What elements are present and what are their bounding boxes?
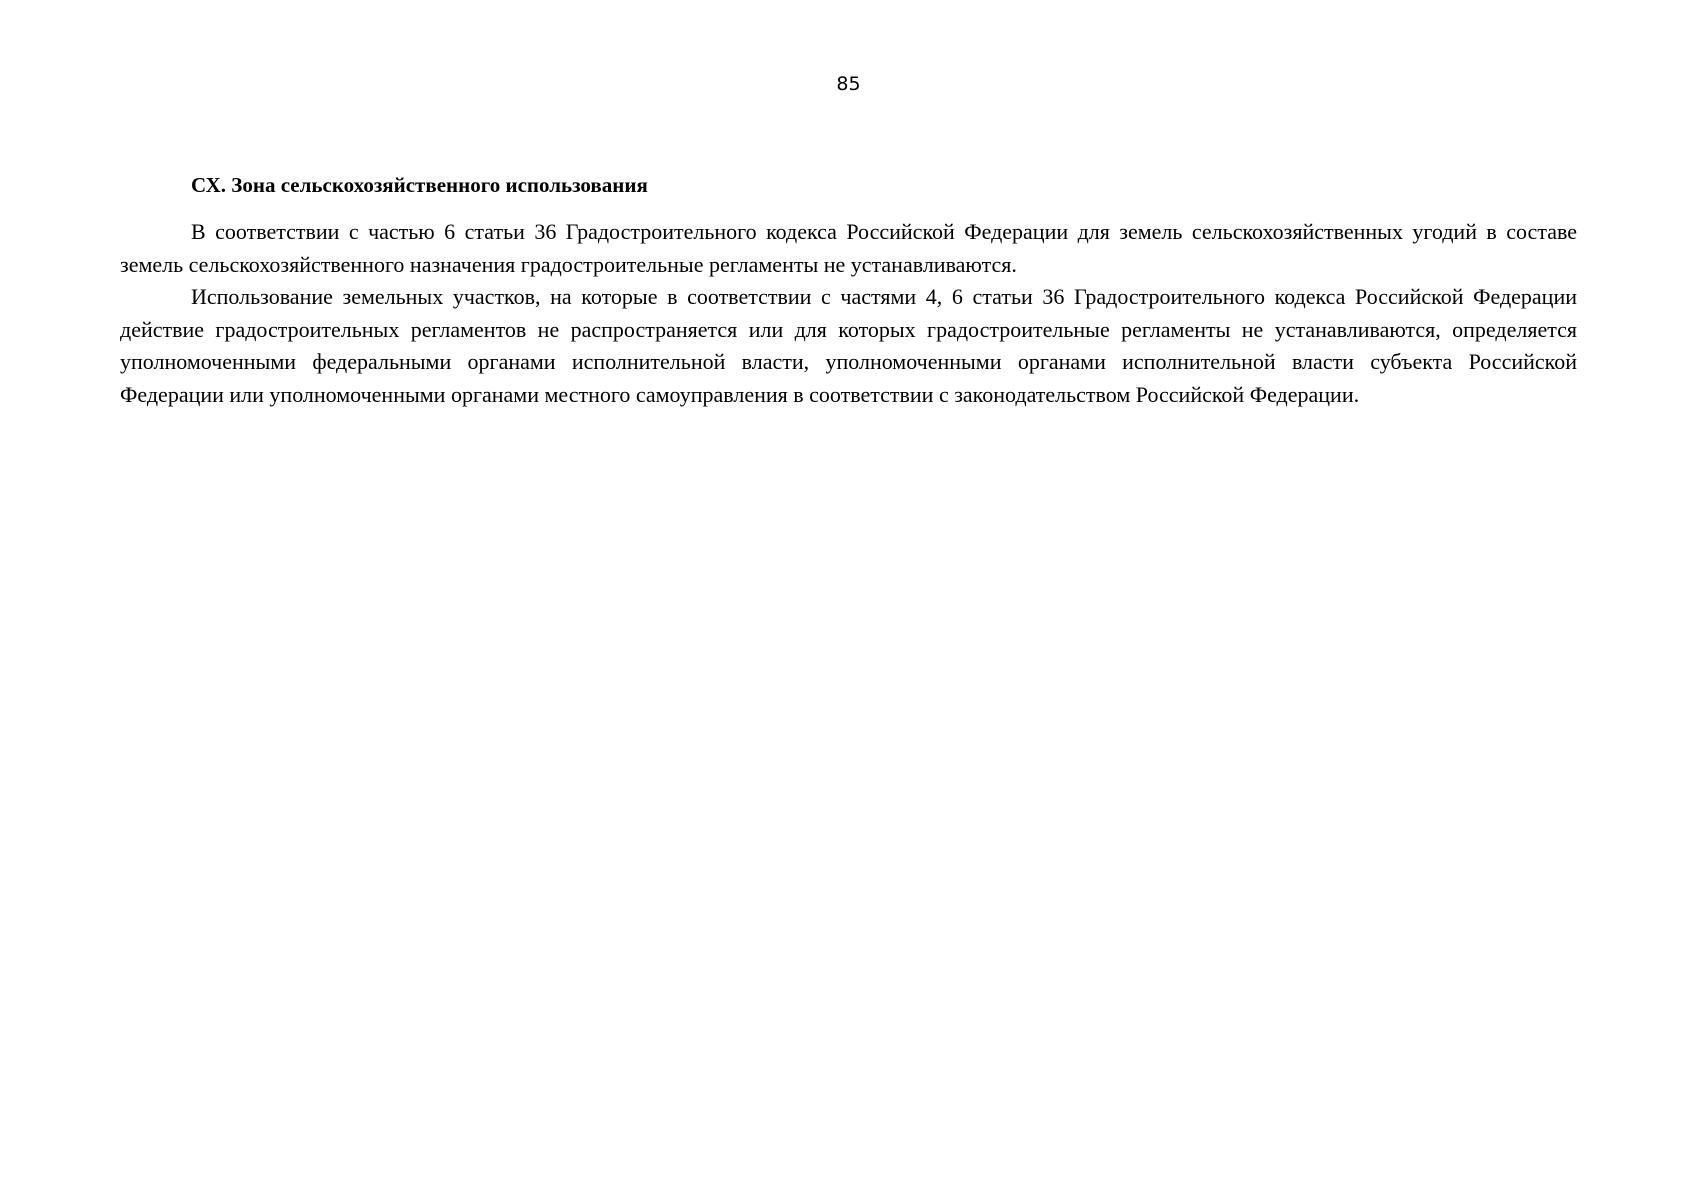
section-heading: СХ. Зона сельскохозяйственного использования — [191, 173, 648, 197]
paragraph-2: Использование земельных участков, на которые в соответствии с частями 4, 6 статьи 36 Градостроительного кодекса Российской Федерации действие градостроительных регламентов не распространяется или для которых градостроительные регламенты не устанавливаются, определяется уполномоченными федеральными органами исполнительной власти, уполномоченными органами исполнительной власти субъекта Российской Федерации или уполномоченными органами местного самоуправления в соответствии с законодательством Российской Федерации. — [120, 284, 1577, 407]
paragraph-1: В соответствии с частью 6 статьи 36 Градостроительного кодекса Российской Федерации для земель сельскохозяйственных угодий в составе земель сельскохозяйственного назначения градостроительные регламенты не устанавливаются. — [120, 219, 1577, 277]
document-body — [120, 170, 1577, 411]
page-number: 85 — [836, 73, 861, 95]
